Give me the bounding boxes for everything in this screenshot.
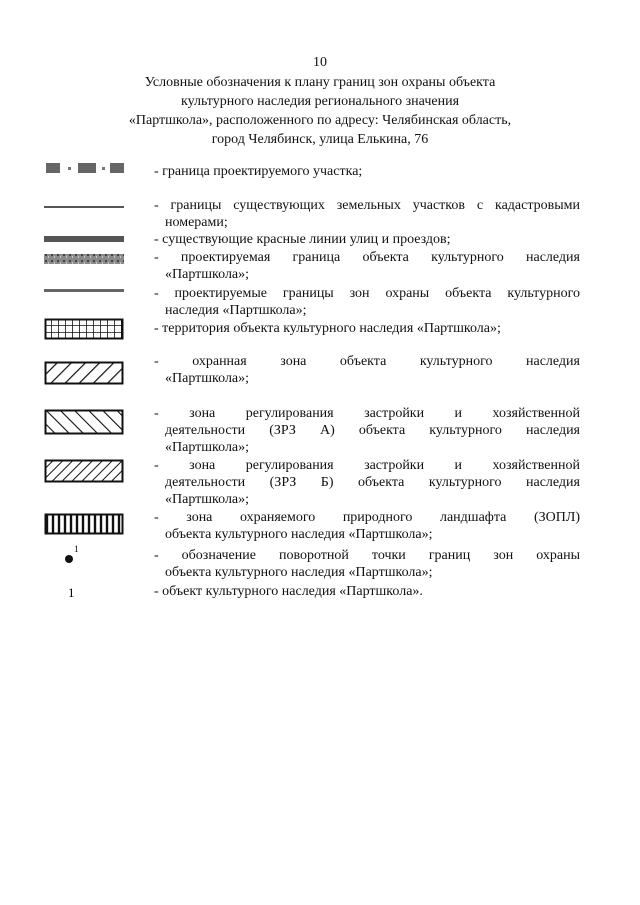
legend-text: - территория объекта культурного наследия «Партшкола»; xyxy=(154,321,501,336)
legend-text: - объект культурного наследия «Партшкола». xyxy=(154,584,423,599)
legend-text: - обозначение поворотной точки границ зон охраны xyxy=(154,548,580,563)
grid-rect-icon xyxy=(44,318,126,340)
vertical-stripes-rect-icon xyxy=(44,513,126,535)
legend-text: деятельности (ЗРЗ А) объекта культурного наследия xyxy=(165,423,580,438)
legend-text: номерами; xyxy=(165,215,228,230)
title-line: культурного наследия регионального значения xyxy=(180,94,460,109)
legend-text: - существующие красные линии улиц и проездов; xyxy=(154,232,451,247)
legend-item xyxy=(154,353,580,387)
title-line: «Партшкола», расположенного по адресу: Челябинская область, xyxy=(128,113,512,128)
legend-text: объекта культурного наследия «Партшкола»; xyxy=(165,565,433,580)
legend-text: - границы существующих земельных участков с кадастровыми xyxy=(154,198,580,213)
legend-item xyxy=(154,163,580,180)
legend-text: объекта культурного наследия «Партшкола»; xyxy=(165,527,433,542)
legend-item xyxy=(154,320,580,337)
turning-point-icon xyxy=(44,541,126,565)
diagonal-hatch-rect-icon xyxy=(44,361,126,385)
page-number: 10 xyxy=(313,55,327,70)
turning-point-number: 1 xyxy=(74,544,79,554)
legend-text: «Партшкола»; xyxy=(165,267,250,282)
thin-line-icon xyxy=(44,204,126,210)
title-line: Условные обозначения к плану границ зон охраны объекта xyxy=(144,75,496,90)
legend-text: наследия «Партшкола»; xyxy=(165,303,307,318)
legend-text: - зона регулирования застройки и хозяйственной xyxy=(154,458,580,473)
dense-hatch-rect-icon xyxy=(44,459,126,483)
legend-item xyxy=(154,197,580,231)
title-line: город Челябинск, улица Елькина, 76 xyxy=(211,132,429,147)
dashed-boundary-icon xyxy=(44,162,126,174)
legend-item xyxy=(154,509,580,543)
legend-text: - зона охраняемого природного ландшафта (ЗОПЛ) xyxy=(154,510,580,525)
object-number: 1 xyxy=(68,585,75,600)
legend-item xyxy=(154,231,580,248)
hatched-band-icon xyxy=(44,253,126,265)
backslash-hatch-rect-icon xyxy=(44,409,126,435)
page-title xyxy=(60,73,580,149)
legend-text: - проектируемые границы зон охраны объекта культурного xyxy=(154,286,580,301)
legend-text: деятельности (ЗРЗ Б) объекта культурного наследия xyxy=(165,475,580,490)
legend-item xyxy=(154,249,580,283)
legend-text: «Партшкола»; xyxy=(165,492,250,507)
legend-item xyxy=(154,583,580,600)
legend-text: - зона регулирования застройки и хозяйственной xyxy=(154,406,580,421)
legend-item xyxy=(154,405,580,456)
object-number-icon xyxy=(44,582,126,602)
legend-item xyxy=(154,547,580,581)
legend-text: - проектируемая граница объекта культурного наследия xyxy=(154,250,580,265)
legend-text: «Партшкола»; xyxy=(165,371,250,386)
medium-line-icon xyxy=(44,288,126,294)
legend-text: «Партшкола»; xyxy=(165,440,250,455)
legend-item xyxy=(154,285,580,319)
legend-text: - охранная зона объекта культурного наследия xyxy=(154,354,580,369)
legend-text: - граница проектируемого участка; xyxy=(154,164,363,179)
red-line-icon xyxy=(44,235,126,243)
legend-item xyxy=(154,457,580,508)
